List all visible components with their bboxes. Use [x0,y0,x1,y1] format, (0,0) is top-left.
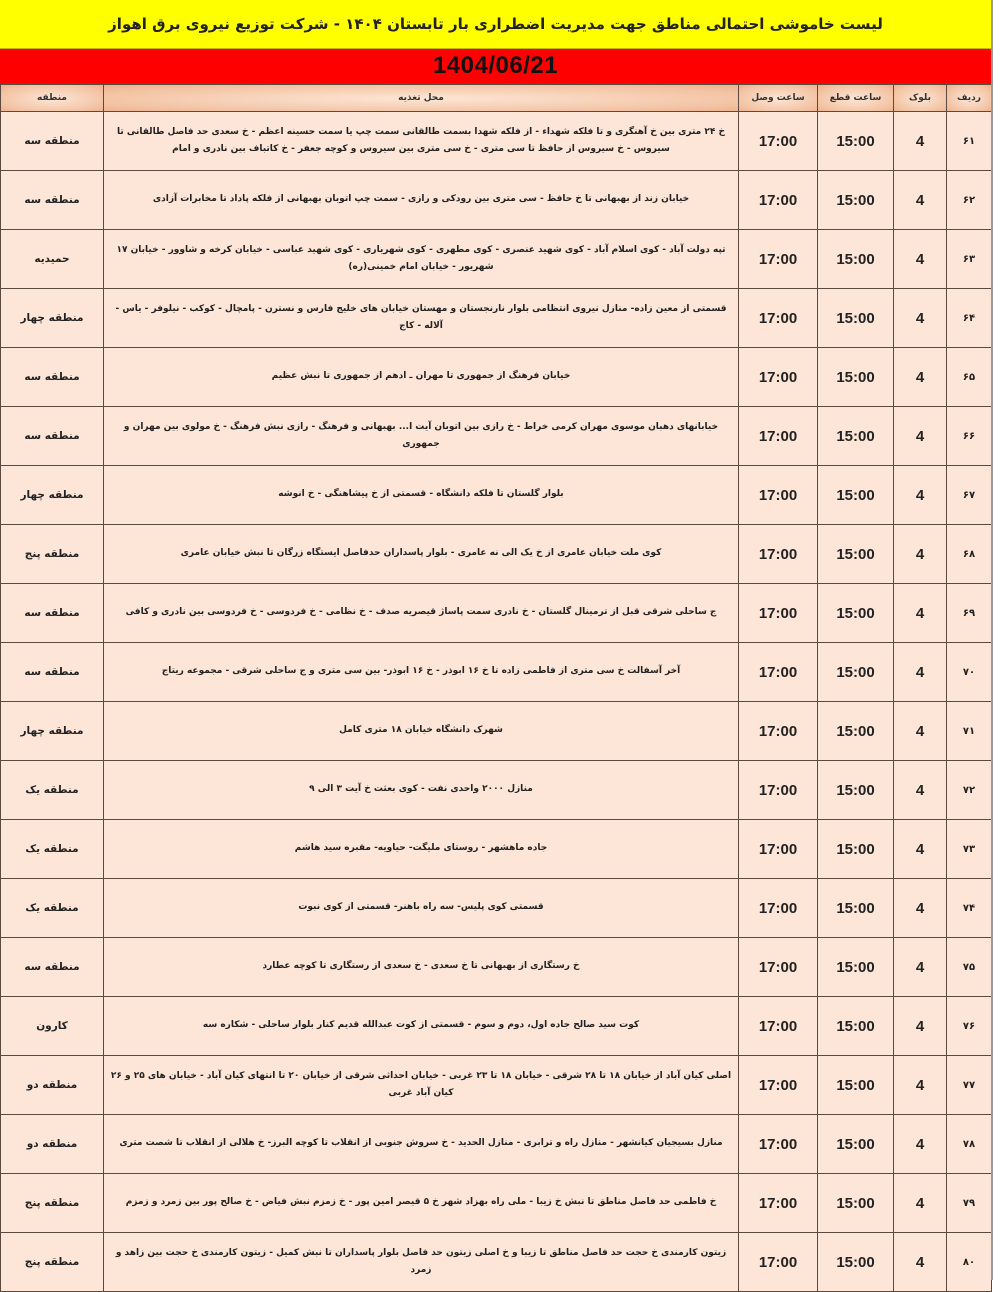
table-row [1,938,992,997]
table-cell-reconnect-time: 17:00 [739,938,818,997]
table-cell-location: کوی ملت خیابان عامری از خ یک الی نه عامری - بلوار پاسداران حدفاصل ایستگاه زرگان تا نبش خیابان عامری [104,525,739,584]
table-cell-region: منطقه سه [1,938,104,997]
table-cell-cut-time: 15:00 [818,230,894,289]
table-cell-row-number: ۶۹ [947,584,992,643]
table-cell-row-number: ۶۱ [947,112,992,171]
table-cell-location: شهرک دانشگاه خیابان ۱۸ متری کامل [104,702,739,761]
table-cell-cut-time: 15:00 [818,1056,894,1115]
table-row [1,584,992,643]
table-row [1,466,992,525]
column-header-region: منطقه [1,85,104,112]
table-cell-row-number: ۶۴ [947,289,992,348]
column-header-cut-time: ساعت قطع [818,85,894,112]
table-row [1,761,992,820]
table-row [1,820,992,879]
table-cell-reconnect-time: 17:00 [739,1233,818,1292]
table-cell-row-number: ۶۳ [947,230,992,289]
table-body [1,112,992,1292]
table-cell-cut-time: 15:00 [818,997,894,1056]
table-cell-block: 4 [894,466,947,525]
table-cell-location: خ فاطمی حد فاصل مناطق تا نبش خ زیبا - ملی راه بهزاد شهر خ ۵ قیصر امین پور - خ زمزم نبش فیاض - خ صالح پور بین زمرد و زمزم [104,1174,739,1233]
table-cell-reconnect-time: 17:00 [739,702,818,761]
table-cell-cut-time: 15:00 [818,643,894,702]
page-edge-divider [991,0,993,1280]
table-cell-reconnect-time: 17:00 [739,1056,818,1115]
table-cell-region: منطقه دو [1,1056,104,1115]
table-cell-reconnect-time: 17:00 [739,643,818,702]
table-cell-block: 4 [894,289,947,348]
table-cell-row-number: ۷۵ [947,938,992,997]
table-cell-block: 4 [894,938,947,997]
column-header-block: بلوک [894,85,947,112]
table-cell-region: منطقه چهار [1,466,104,525]
table-cell-location: خ ۲۴ متری بین خ آهنگری و تا فلکه شهداء - از فلکه شهدا بسمت طالقانی سمت چپ یا سمت حسینه اعظم - خ سعدی حد فاصل طالقانی تا سیروس - خ سیروس از حافظ تا سی متری - خ سی متری بین سیروس و کوچه جعفر - خ کاتباف بین نادری و امام [104,112,739,171]
table-row [1,997,992,1056]
table-cell-region: حمیدیه [1,230,104,289]
table-cell-region: منطقه پنج [1,1233,104,1292]
table-row [1,1174,992,1233]
table-row [1,348,992,407]
table-cell-block: 4 [894,643,947,702]
table-cell-row-number: ۷۱ [947,702,992,761]
table-row [1,525,992,584]
table-cell-cut-time: 15:00 [818,525,894,584]
outage-table [0,84,992,1292]
schedule-date: 1404/06/21 [432,52,559,79]
table-cell-region: منطقه چهار [1,702,104,761]
table-cell-region: منطقه سه [1,348,104,407]
table-cell-cut-time: 15:00 [818,1233,894,1292]
table-cell-region: منطقه سه [1,112,104,171]
table-row [1,407,992,466]
table-cell-region: منطقه یک [1,761,104,820]
table-cell-block: 4 [894,112,947,171]
table-cell-reconnect-time: 17:00 [739,112,818,171]
table-cell-region: منطقه سه [1,643,104,702]
table-cell-row-number: ۶۶ [947,407,992,466]
column-header-location: محل تغذیه [104,85,739,112]
table-cell-reconnect-time: 17:00 [739,407,818,466]
table-cell-row-number: ۷۸ [947,1115,992,1174]
table-cell-row-number: ۶۲ [947,171,992,230]
table-cell-cut-time: 15:00 [818,112,894,171]
table-row [1,230,992,289]
table-cell-cut-time: 15:00 [818,938,894,997]
table-cell-cut-time: 15:00 [818,584,894,643]
table-row [1,112,992,171]
table-cell-location: منازل ۲۰۰۰ واحدی نفت - کوی بعثت خ آیت ۳ الی ۹ [104,761,739,820]
table-row [1,643,992,702]
table-cell-reconnect-time: 17:00 [739,466,818,525]
table-cell-reconnect-time: 17:00 [739,289,818,348]
table-cell-reconnect-time: 17:00 [739,584,818,643]
table-cell-location: بلوار گلستان تا فلکه دانشگاه - قسمتی از خ پیشاهنگی - خ انوشه [104,466,739,525]
table-row [1,1115,992,1174]
table-cell-reconnect-time: 17:00 [739,171,818,230]
table-cell-block: 4 [894,1115,947,1174]
table-cell-block: 4 [894,584,947,643]
table-cell-row-number: ۶۸ [947,525,992,584]
table-cell-cut-time: 15:00 [818,1115,894,1174]
table-cell-block: 4 [894,171,947,230]
table-cell-cut-time: 15:00 [818,348,894,407]
table-cell-location: قسمتی از معین زاده- منازل نیروی انتظامی بلوار نارنجستان و مهستان خیابان های خلیج فارس و نسترن - پامچال - کوکب - نیلوفر - یاس - آلاله - کاج [104,289,739,348]
table-row [1,702,992,761]
table-cell-reconnect-time: 17:00 [739,1174,818,1233]
table-cell-row-number: ۷۳ [947,820,992,879]
table-cell-location: تپه دولت آباد - کوی اسلام آباد - کوی شهید عنصری - کوی مطهری - کوی شهریاری - کوی شهید عباسی - خیابان کرخه و شاوور - خیابان ۱۷ شهریور - خیابان امام خمینی(ره) [104,230,739,289]
table-cell-block: 4 [894,230,947,289]
column-header-reconnect-time: ساعت وصل [739,85,818,112]
table-cell-region: منطقه دو [1,1115,104,1174]
table-cell-location: خیابانهای دهبان موسوی مهران کرمی خراط - خ رازی بین اتوبان آیت ا... بهبهانی و فرهنگ - رازی نبش فرهنگ - خ مولوی بین مهران و جمهوری [104,407,739,466]
table-cell-reconnect-time: 17:00 [739,879,818,938]
table-cell-row-number: ۷۴ [947,879,992,938]
table-cell-block: 4 [894,702,947,761]
table-cell-cut-time: 15:00 [818,171,894,230]
table-cell-cut-time: 15:00 [818,761,894,820]
table-cell-block: 4 [894,1233,947,1292]
table-cell-reconnect-time: 17:00 [739,1115,818,1174]
table-cell-location: قسمتی کوی پلیس- سه راه باهنر- قسمتی از کوی نبوت [104,879,739,938]
table-cell-cut-time: 15:00 [818,289,894,348]
table-cell-row-number: ۷۷ [947,1056,992,1115]
table-cell-reconnect-time: 17:00 [739,525,818,584]
table-row [1,289,992,348]
table-cell-region: منطقه سه [1,407,104,466]
table-cell-location: خیابان فرهنگ از جمهوری تا مهران ـ ادهم از جمهوری تا نبش عظیم [104,348,739,407]
table-cell-location: کوت سید صالح جاده اول، دوم و سوم - قسمتی از کوت عبدالله قدیم کنار بلوار ساحلی - شکاره سه [104,997,739,1056]
table-header-row [1,85,992,112]
table-cell-region: منطقه یک [1,820,104,879]
table-row [1,171,992,230]
table-cell-row-number: ۷۰ [947,643,992,702]
table-row [1,879,992,938]
table-cell-block: 4 [894,820,947,879]
table-cell-region: منطقه سه [1,171,104,230]
table-cell-cut-time: 15:00 [818,466,894,525]
table-cell-block: 4 [894,1174,947,1233]
table-cell-reconnect-time: 17:00 [739,230,818,289]
table-cell-location: منازل بسیجیان کیانشهر - منازل راه و ترابری - منازل الحدید - خ سروش جنوبی از انقلاب تا کوچه البرز- خ هلالی از انقلاب تا شصت متری [104,1115,739,1174]
table-cell-block: 4 [894,997,947,1056]
table-cell-row-number: ۸۰ [947,1233,992,1292]
table-row [1,1233,992,1292]
table-cell-location: خیابان زند از بهبهانی تا خ حافظ - سی متری بین رودکی و رازی - سمت چپ اتوبان بهبهانی از فلکه پاداد تا مخابرات آزادی [104,171,739,230]
table-cell-row-number: ۷۶ [947,997,992,1056]
table-cell-block: 4 [894,761,947,820]
table-cell-cut-time: 15:00 [818,879,894,938]
table-cell-row-number: ۶۷ [947,466,992,525]
table-cell-block: 4 [894,348,947,407]
table-cell-region: منطقه پنج [1,525,104,584]
table-cell-reconnect-time: 17:00 [739,997,818,1056]
date-banner [0,49,991,84]
table-cell-location: جاده ماهشهر - روستای ملیگت- حیاویه- مقبره سید هاشم [104,820,739,879]
table-cell-block: 4 [894,1056,947,1115]
table-cell-location: ج ساحلی شرقی قبل از ترمینال گلستان - خ نادری سمت پاساژ قیصریه صدف - خ نظامی - خ فردوسی - خ فردوسی بین نادری و کافی [104,584,739,643]
table-cell-block: 4 [894,407,947,466]
table-cell-region: منطقه پنج [1,1174,104,1233]
table-cell-cut-time: 15:00 [818,702,894,761]
column-header-row: ردیف [947,85,992,112]
table-cell-reconnect-time: 17:00 [739,761,818,820]
table-cell-cut-time: 15:00 [818,820,894,879]
table-cell-reconnect-time: 17:00 [739,820,818,879]
title-banner [0,0,991,49]
table-cell-region: منطقه چهار [1,289,104,348]
table-cell-block: 4 [894,879,947,938]
table-cell-location: آخر آسفالت خ سی متری از فاطمی زاده تا خ ۱۶ ابوذر - خ ۱۶ ابوذر- بین سی متری و ج ساحلی شرقی - مجموعه ریتاج [104,643,739,702]
table-cell-region: کارون [1,997,104,1056]
table-cell-location: زیتون کارمندی خ حجت حد فاصل مناطق تا زیبا و خ اصلی زیتون حد فاصل بلوار پاسداران تا نبش کمیل - زیتون کارمندی خ حجت بین زاهد و زمرد [104,1233,739,1292]
table-cell-cut-time: 15:00 [818,407,894,466]
page-title: لیست خاموشی احتمالی مناطق جهت مدیریت اضطراری بار تابستان ۱۴۰۴ - شرکت توزیع نیروی برق اهواز [108,15,883,33]
table-cell-reconnect-time: 17:00 [739,348,818,407]
table-cell-row-number: ۶۵ [947,348,992,407]
table-cell-row-number: ۷۲ [947,761,992,820]
table-cell-row-number: ۷۹ [947,1174,992,1233]
table-cell-location: خ رستگاری از بهبهانی تا خ سعدی - خ سعدی از رستگاری تا کوچه عطارد [104,938,739,997]
table-cell-region: منطقه سه [1,584,104,643]
table-row [1,1056,992,1115]
table-cell-location: اصلی کیان آباد از خیابان ۱۸ تا ۲۸ شرقی - خیابان ۱۸ تا ۲۳ غربی - خیابان احداثی شرقی از خیابان ۲۰ تا انتهای کیان آباد - خیابان های ۲۵ و ۲۶ کیان آباد غربی [104,1056,739,1115]
table-cell-region: منطقه یک [1,879,104,938]
table-cell-block: 4 [894,525,947,584]
table-cell-cut-time: 15:00 [818,1174,894,1233]
